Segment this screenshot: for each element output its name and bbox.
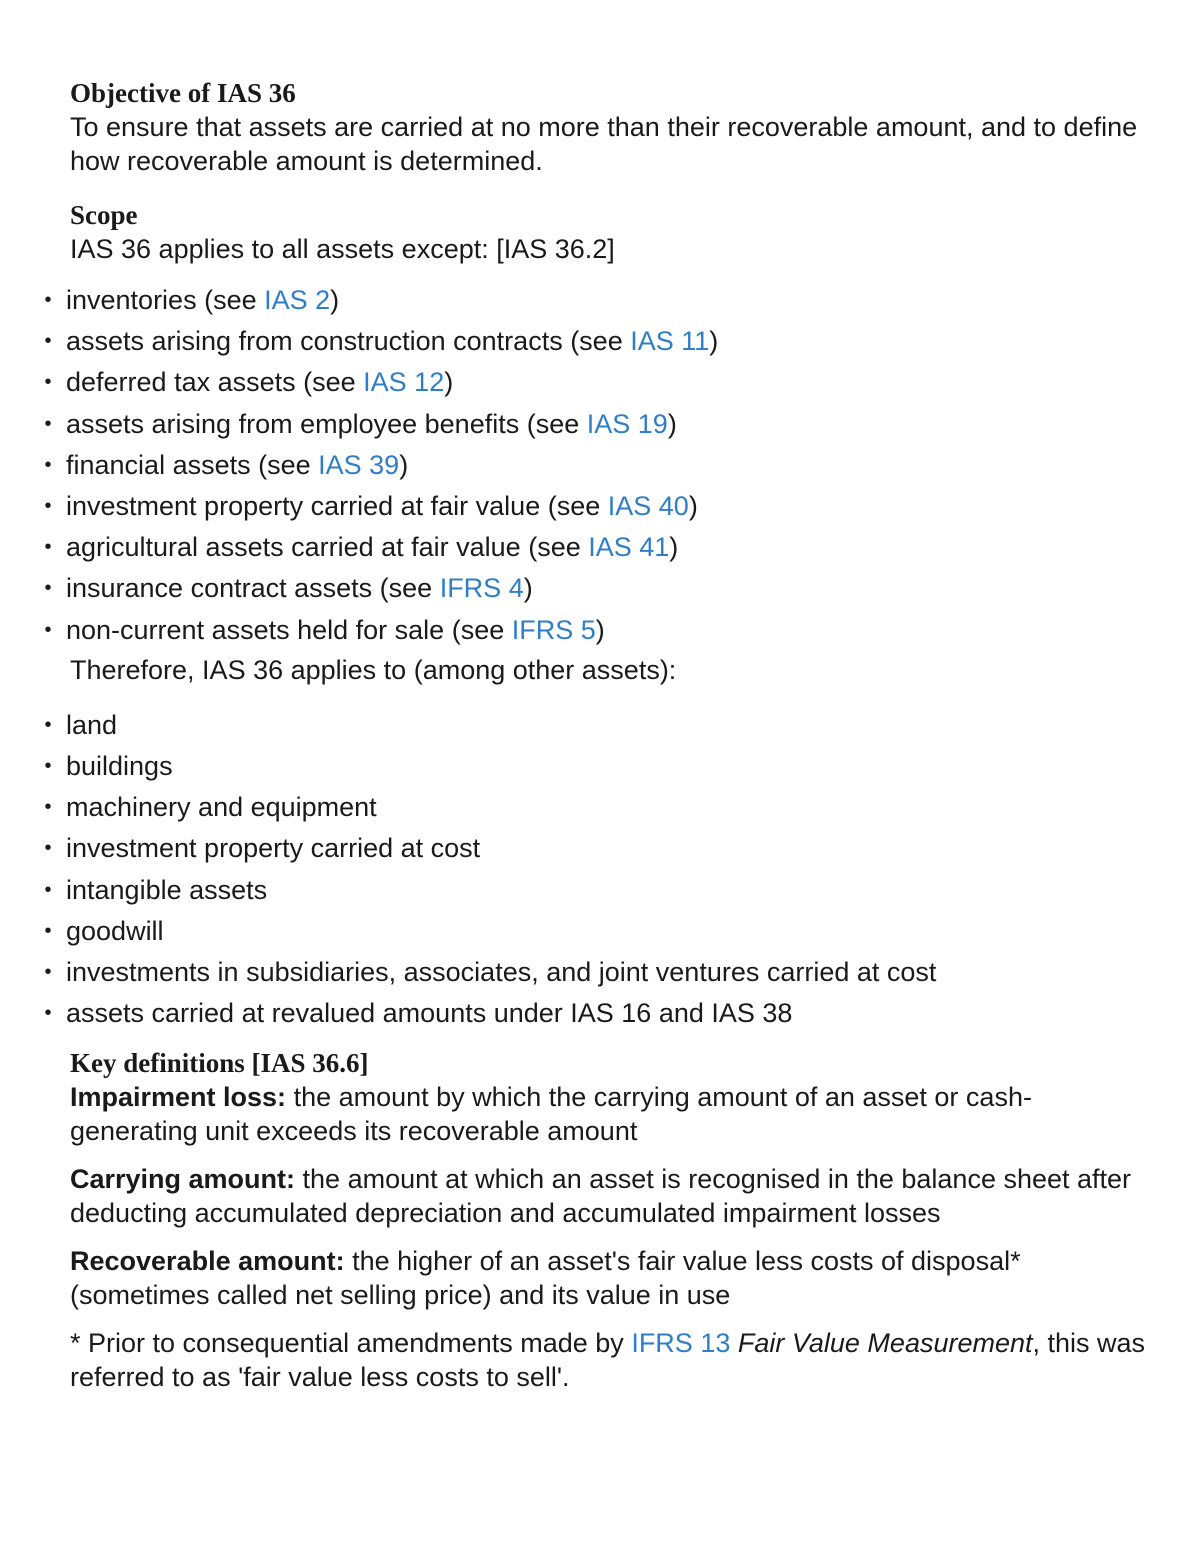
link-ias-39[interactable]: IAS 39 (318, 449, 400, 480)
list-item: • agricultural assets carried at fair value (see IAS 41) (30, 527, 1110, 568)
bullet-icon: • (44, 837, 52, 860)
bullet-icon: • (44, 713, 52, 736)
link-ias-19[interactable]: IAS 19 (586, 408, 668, 439)
list-item: • intangible assets (30, 870, 1110, 911)
bullet-icon: • (44, 371, 52, 394)
list-item: • investment property carried at fair value (see IAS 40) (30, 486, 1110, 527)
bullet-icon: • (44, 796, 52, 819)
definitions-heading: Key definitions [IAS 36.6] (70, 1048, 369, 1079)
therefore-text: Therefore, IAS 36 applies to (among other assets): (70, 654, 677, 685)
bullet-icon: • (44, 330, 52, 353)
bullet-icon: • (44, 618, 52, 641)
definition-term: Impairment loss: (70, 1082, 287, 1113)
definition-impairment-loss: Impairment loss: the amount by which the carrying amount of an asset or cash-generating unit exceeds its recoverable amount (70, 1082, 1032, 1147)
footnote: * Prior to consequential amendments made by IFRS 13 Fair Value Measurement, this was referred to as 'fair value less costs to sell'. (70, 1328, 1146, 1393)
list-item: • assets arising from employee benefits (see IAS 19) (30, 404, 1110, 445)
link-ias-12[interactable]: IAS 12 (363, 367, 445, 398)
scope-intro: IAS 36 applies to all assets except: [IAS 36.2] (70, 234, 615, 264)
definition-recoverable-amount: Recoverable amount: the higher of an asset's fair value less costs of disposal* (sometimes called net selling price) and its value in use (70, 1246, 1021, 1311)
bullet-icon: • (44, 536, 52, 559)
link-ias-40[interactable]: IAS 40 (607, 491, 689, 522)
list-item: • deferred tax assets (see IAS 12) (30, 362, 1110, 403)
standard-title: Fair Value Measurement (737, 1328, 1033, 1359)
objective-heading: Objective of IAS 36 (70, 78, 296, 108)
list-item: • goodwill (30, 911, 1110, 952)
exceptions-list (30, 280, 1110, 651)
list-item: • buildings (30, 746, 1110, 787)
applies-list (30, 705, 1110, 1035)
bullet-icon: • (44, 577, 52, 600)
definition-term: Recoverable amount: (70, 1246, 345, 1277)
link-ifrs-4[interactable]: IFRS 4 (439, 573, 524, 604)
list-item: • machinery and equipment (30, 787, 1110, 828)
list-item: • financial assets (see IAS 39) (30, 445, 1110, 486)
bullet-icon: • (44, 755, 52, 778)
bullet-icon: • (44, 1002, 52, 1025)
link-ias-41[interactable]: IAS 41 (588, 532, 670, 563)
definition-term: Carrying amount: (70, 1164, 296, 1195)
link-ias-2[interactable]: IAS 2 (264, 285, 331, 315)
bullet-icon: • (44, 453, 52, 476)
link-ias-11[interactable]: IAS 11 (630, 326, 710, 357)
bullet-icon: • (44, 878, 52, 901)
list-item: • land (30, 705, 1110, 746)
list-item: • inventories (see IAS 2) (30, 280, 1110, 321)
list-item: • investments in subsidiaries, associates, and joint ventures carried at cost (30, 952, 1110, 993)
bullet-icon: • (44, 412, 52, 435)
document-page (44, 76, 1150, 1394)
link-ifrs-5[interactable]: IFRS 5 (511, 614, 596, 645)
list-item: • investment property carried at cost (30, 828, 1110, 869)
definition-carrying-amount: Carrying amount: the amount at which an asset is recognised in the balance sheet after deducting accumulated depreciation and accumulated impairment losses (70, 1164, 1132, 1229)
scope-heading: Scope (70, 200, 138, 230)
bullet-icon: • (44, 495, 52, 518)
bullet-icon: • (44, 961, 52, 984)
bullet-icon: • (44, 289, 52, 311)
list-item: • non-current assets held for sale (see IFRS 5) (30, 610, 1110, 651)
list-item: • assets arising from construction contracts (see IAS 11) (30, 321, 1110, 362)
objective-text: To ensure that assets are carried at no more than their recoverable amount, and to define how recoverable amount is determined. (70, 112, 1138, 176)
link-ifrs-13[interactable]: IFRS 13 (631, 1328, 731, 1359)
list-item: • insurance contract assets (see IFRS 4) (30, 568, 1110, 609)
list-item: • assets carried at revalued amounts under IAS 16 and IAS 38 (30, 993, 1110, 1034)
bullet-icon: • (44, 919, 52, 942)
